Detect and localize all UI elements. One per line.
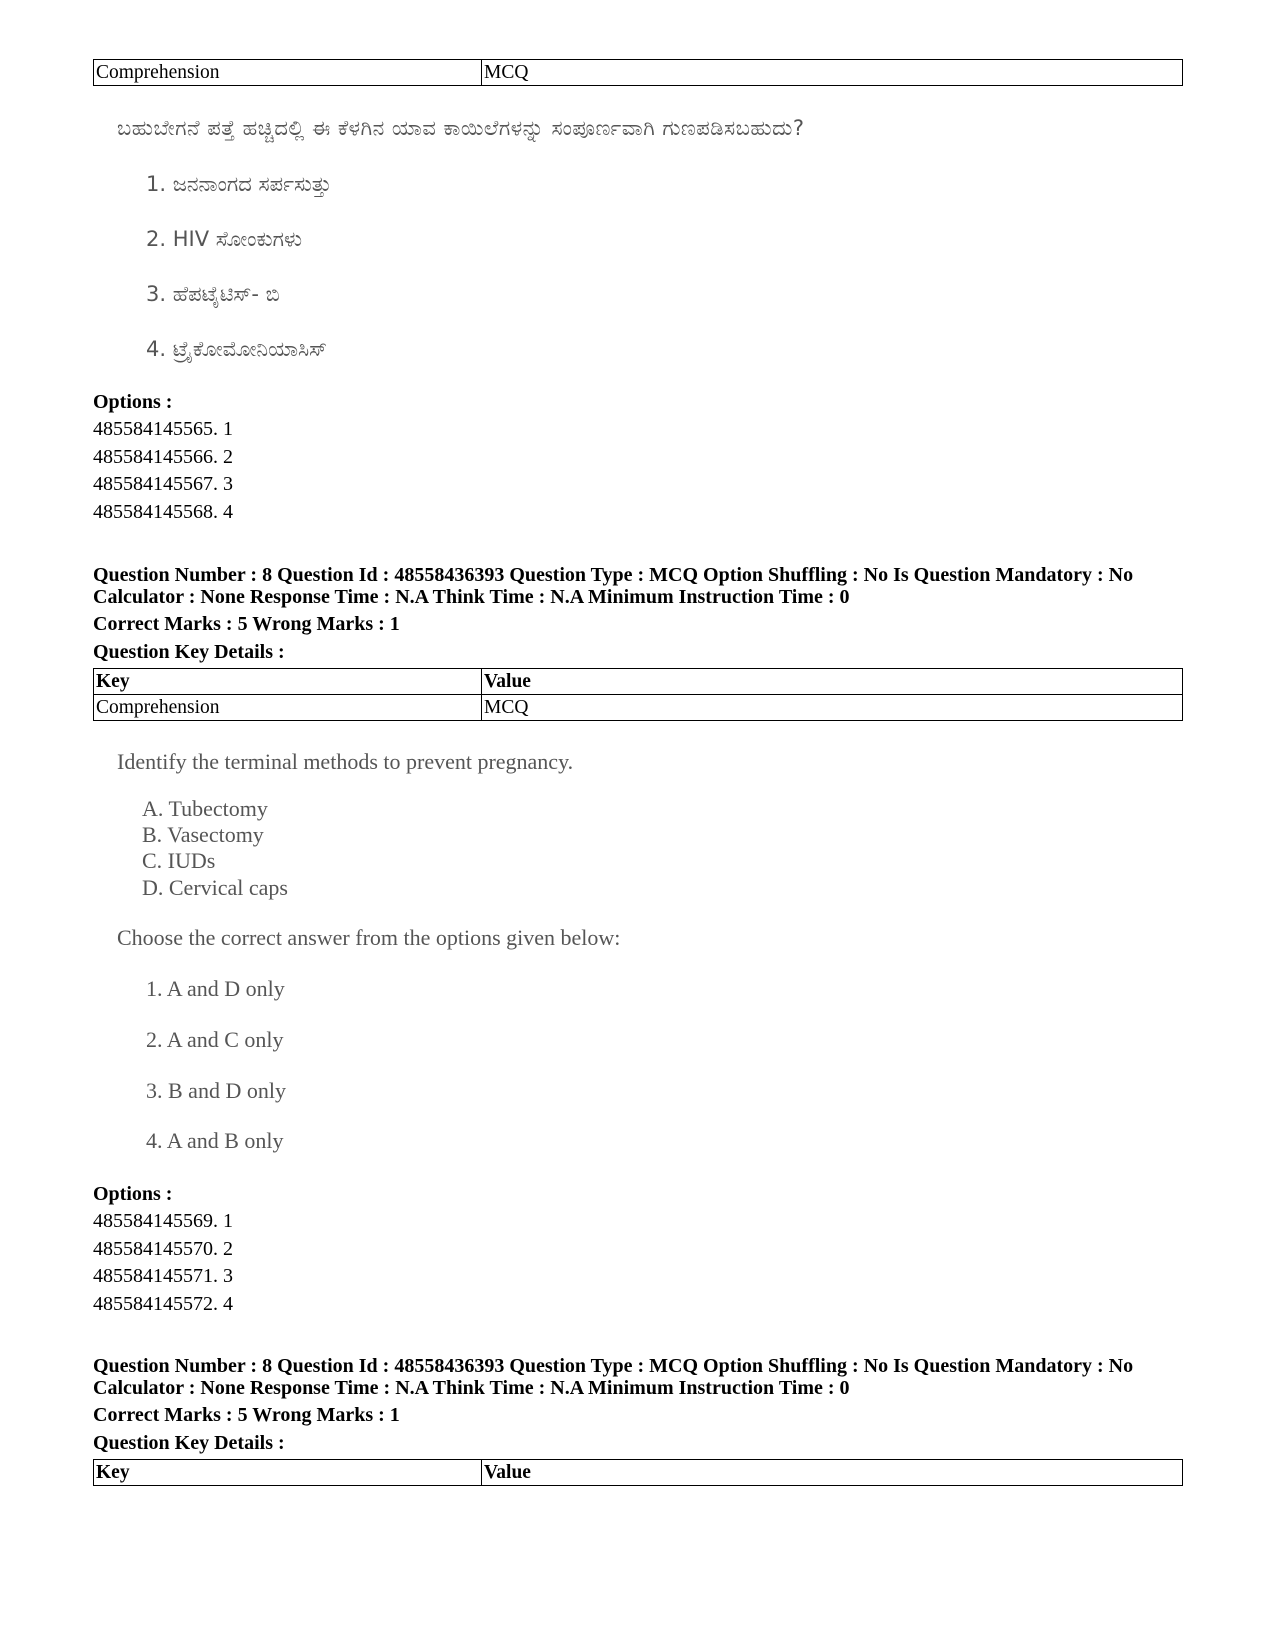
- option-item: 485584145567. 3: [93, 473, 233, 495]
- key-value-table: [93, 59, 1183, 86]
- choice-item: 3. B and D only: [146, 1078, 286, 1103]
- question-header-line2: Calculator : None Response Time : N.A Think Time : N.A Minimum Instruction Time : 0: [93, 586, 850, 608]
- options-label: Options :: [93, 391, 173, 413]
- table-row: [94, 60, 1183, 86]
- table-header-row: [94, 669, 1183, 695]
- instruction-text: Choose the correct answer from the options given below:: [117, 925, 621, 950]
- statement-item: B. Vasectomy: [142, 822, 264, 847]
- option-item: 485584145572. 4: [93, 1293, 233, 1315]
- choice-item: 1. ಜನನಾಂಗದ ಸರ್ಪಸುತ್ತು: [146, 172, 332, 196]
- table-cell-key: Comprehension: [94, 60, 482, 86]
- choice-item: 1. A and D only: [146, 976, 285, 1001]
- option-item: 485584145566. 2: [93, 446, 233, 468]
- statement-item: A. Tubectomy: [142, 796, 268, 821]
- options-label: Options :: [93, 1183, 173, 1205]
- question-text: ಬಹುಬೇಗನೆ ಪತ್ತೆ ಹಚ್ಚಿದಲ್ಲಿ ಈ ಕೆಳಗಿನ ಯಾವ ಕಾಯಿಲೆಗಳನ್ನು ಸಂಪೂರ್ಣವಾಗಿ ಗುಣಪಡಿಸಬಹುದು?: [117, 116, 805, 140]
- table-header-value: Value: [482, 1460, 1183, 1486]
- question-text: Identify the terminal methods to prevent pregnancy.: [117, 749, 574, 774]
- marks-line: Correct Marks : 5 Wrong Marks : 1: [93, 1404, 400, 1426]
- table-cell-key: Comprehension: [94, 695, 482, 721]
- key-details-label: Question Key Details :: [93, 641, 285, 663]
- choice-item: 4. A and B only: [146, 1128, 284, 1153]
- option-item: 485584145571. 3: [93, 1265, 233, 1287]
- table-cell-value: MCQ: [482, 60, 1183, 86]
- option-item: 485584145570. 2: [93, 1238, 233, 1260]
- key-details-label: Question Key Details :: [93, 1432, 285, 1454]
- option-item: 485584145568. 4: [93, 501, 233, 523]
- option-item: 485584145565. 1: [93, 418, 233, 440]
- question-header-line1: Question Number : 8 Question Id : 48558436393 Question Type : MCQ Option Shuffling : No Is Question Mandatory : No: [93, 564, 1134, 586]
- question-header-line2: Calculator : None Response Time : N.A Think Time : N.A Minimum Instruction Time : 0: [93, 1377, 850, 1399]
- choice-item: 4. ಟ್ರೈಕೋಮೋನಿಯಾಸಿಸ್: [146, 337, 328, 361]
- option-item: 485584145569. 1: [93, 1210, 233, 1232]
- table-header-key: Key: [94, 669, 482, 695]
- key-value-table: [93, 1459, 1183, 1486]
- choice-item: 3. ಹೆಪಟೈಟಿಸ್- ಬಿ: [146, 282, 280, 306]
- choice-item: 2. A and C only: [146, 1027, 284, 1052]
- table-row: [94, 695, 1183, 721]
- table-header-row: [94, 1460, 1183, 1486]
- table-header-key: Key: [94, 1460, 482, 1486]
- statement-item: D. Cervical caps: [142, 875, 288, 900]
- key-value-table: [93, 668, 1183, 721]
- marks-line: Correct Marks : 5 Wrong Marks : 1: [93, 613, 400, 635]
- statement-item: C. IUDs: [142, 848, 216, 873]
- choice-item: 2. HIV ಸೋಂಕುಗಳು: [146, 227, 303, 251]
- question-header-line1: Question Number : 8 Question Id : 48558436393 Question Type : MCQ Option Shuffling : No Is Question Mandatory : No: [93, 1355, 1134, 1377]
- table-header-value: Value: [482, 669, 1183, 695]
- table-cell-value: MCQ: [482, 695, 1183, 721]
